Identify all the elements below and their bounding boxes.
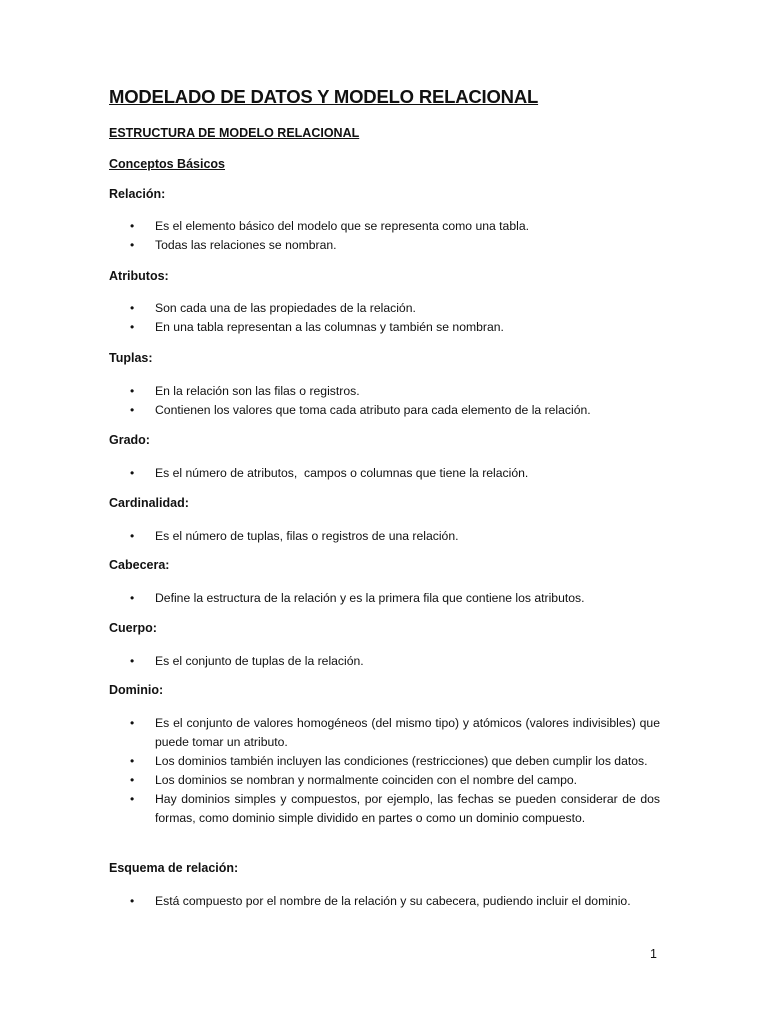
bullet-icon: •: [130, 773, 135, 787]
list-item: • Contienen los valores que toma cada atributo para cada elemento de la relación.: [130, 401, 660, 420]
bullet-list-cardinalidad: [130, 527, 660, 546]
list-item: • Es el conjunto de valores homogéneos (del mismo tipo) y atómicos (valores indivisibles) que puede tomar un atributo.: [130, 716, 660, 749]
bullet-icon: •: [130, 466, 135, 480]
list-item: • Es el número de tuplas, filas o registros de una relación.: [130, 527, 660, 546]
bullet-icon: •: [130, 238, 135, 252]
section-heading-dominio: Dominio:: [109, 683, 164, 697]
page-number: 1: [650, 947, 657, 961]
section-heading-esquema: Esquema de relación:: [109, 861, 239, 875]
concepts-heading: Conceptos Básicos: [109, 157, 226, 171]
bullet-icon: •: [130, 894, 135, 908]
bullet-list-cuerpo: [130, 652, 660, 671]
section-heading-grado: Grado:: [109, 433, 150, 447]
bullet-icon: •: [130, 654, 135, 668]
bullet-icon: •: [130, 301, 135, 315]
section-heading-cardinalidad: Cardinalidad:: [109, 496, 189, 510]
list-item: • En una tabla representan a las columnas y también se nombran.: [130, 318, 660, 337]
section-heading-atributos: Atributos:: [109, 269, 169, 283]
bullet-icon: •: [130, 591, 135, 605]
list-item: • Los dominios se nombran y normalmente coinciden con el nombre del campo.: [130, 771, 660, 790]
bullet-icon: •: [130, 529, 135, 543]
bullet-list-grado: [130, 464, 660, 483]
bullet-icon: •: [130, 219, 135, 233]
list-item: • Hay dominios simples y compuestos, por ejemplo, las fechas se pueden considerar de dos formas, como dominio simple dividido en partes o como un dominio compuesto.: [130, 792, 660, 825]
bullet-icon: •: [130, 754, 135, 768]
section-heading-relacion: Relación:: [109, 187, 166, 201]
list-item: • Es el conjunto de tuplas de la relación.: [130, 652, 660, 671]
list-item: • Los dominios también incluyen las condiciones (restricciones) que deben cumplir los datos.: [130, 752, 660, 771]
list-item: • Es el elemento básico del modelo que se representa como una tabla.: [130, 217, 660, 236]
bullet-icon: •: [130, 384, 135, 398]
section-heading-cuerpo: Cuerpo:: [109, 621, 157, 635]
bullet-icon: •: [130, 716, 135, 730]
bullet-list-esquema: [130, 892, 660, 911]
document-subtitle: ESTRUCTURA DE MODELO RELACIONAL: [109, 126, 360, 140]
document-title: MODELADO DE DATOS Y MODELO RELACIONAL: [109, 86, 539, 107]
list-item: • Son cada una de las propiedades de la relación.: [130, 299, 660, 318]
bullet-icon: •: [130, 792, 135, 806]
list-item: • Define la estructura de la relación y es la primera fila que contiene los atributos.: [130, 589, 660, 608]
bullet-list-tuplas: [130, 382, 660, 420]
bullet-list-relacion: [130, 217, 660, 255]
section-heading-cabecera: Cabecera:: [109, 558, 170, 572]
list-item: • Es el número de atributos, campos o columnas que tiene la relación.: [130, 464, 660, 483]
bullet-icon: •: [130, 320, 135, 334]
bullet-list-cabecera: [130, 589, 660, 608]
bullet-icon: •: [130, 403, 135, 417]
section-heading-tuplas: Tuplas:: [109, 351, 153, 365]
bullet-list-atributos: [130, 299, 660, 337]
list-item: • Está compuesto por el nombre de la relación y su cabecera, pudiendo incluir el dominio.: [130, 892, 660, 911]
list-item: • Todas las relaciones se nombran.: [130, 236, 660, 255]
bullet-list-dominio: [130, 714, 660, 828]
list-item: • En la relación son las filas o registros.: [130, 382, 660, 401]
